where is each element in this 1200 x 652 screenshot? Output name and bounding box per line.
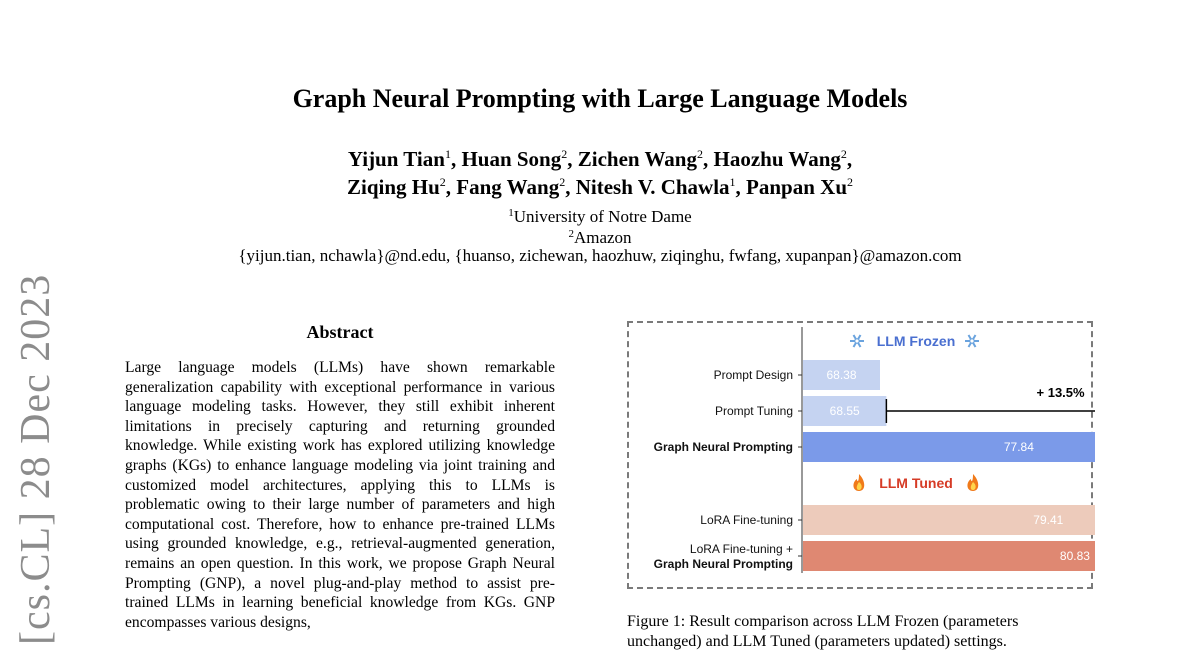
figure-1 [627, 321, 1093, 589]
arxiv-stamp: [cs.CL] 28 Dec 2023 [13, 273, 59, 645]
author-line-1: Yijun Tian$^1$, Huan Song$^2$, Zichen Wang$^2$, Haozhu Wang$^2$, [347, 147, 853, 171]
author-line-2: Ziqing Hu$^2$, Fang Wang$^2$, Nitesh V. Chawla$^1$, Panpan Xu$^2$ [346, 175, 854, 199]
snowflake-icon [850, 335, 864, 347]
chart-group-label: LLM Frozen [876, 333, 956, 349]
chart-data-label: 77.84 [1003, 440, 1034, 454]
author-affiliation-mark: 1 [444, 147, 451, 161]
fire-icon [967, 474, 978, 491]
author-affiliation-mark: 2 [847, 175, 854, 189]
result-comparison-chart [629, 323, 1095, 591]
author-name: Zichen Wang [577, 147, 697, 171]
chart-category-label: Graph Neural Prompting [653, 440, 793, 454]
affiliation-number: 2 [568, 228, 574, 240]
affiliation-text: University of Notre Dame [513, 207, 692, 226]
author-emails: {yijun.tian, nchawla}@nd.edu, {huanso, zichewan, haozhuw, ziqinghu, fwfang, xupanpan}@amazon.com [238, 246, 962, 265]
snowflake-icon [965, 335, 979, 347]
author-name: Ziqing Hu [346, 175, 440, 199]
author-name: Yijun Tian [347, 147, 445, 171]
chart-category-label: Prompt Design [713, 368, 793, 382]
chart-data-label: 68.38 [826, 368, 857, 382]
paper-title: Graph Neural Prompting with Large Language Models [292, 84, 908, 113]
chart-data-label: 80.83 [1059, 549, 1090, 563]
affiliation-text: Amazon [573, 228, 632, 247]
chart-data-label: 68.55 [829, 404, 860, 418]
author-name: Haozhu Wang [713, 147, 841, 171]
chart-group-label: LLM Tuned [879, 475, 953, 491]
author-affiliation-mark: 2 [696, 147, 703, 161]
author-affiliation-mark: 2 [559, 175, 566, 189]
author-affiliation-mark: 2 [561, 147, 568, 161]
fire-icon [853, 474, 864, 491]
improvement-label: + 13.5% [1036, 385, 1085, 400]
author-affiliation-mark: 1 [729, 175, 736, 189]
chart-bar [803, 541, 1095, 571]
chart-category-label: Graph Neural Prompting [653, 557, 793, 571]
affiliation-number: 1 [508, 207, 514, 219]
figure-caption: Figure 1: Result comparison across LLM Frozen (parameters unchanged) and LLM Tuned (parameters updated) settings. [627, 613, 1019, 650]
author-name: Panpan Xu [746, 175, 848, 199]
abstract-text: Large language models (LLMs) have shown remarkable generalization capability with exceptional performance in various language modeling tasks. However, they still exhibit inherent limitations in precisely capturing and returning grounded knowledge. While existing work has explored utilizing knowledge graphs (KGs) to enhance language modeling via joint training and customized model architectures, applying this to LLMs is problematic owing to their large number of parameters and high computational cost. Therefore, how to enhance pre-trained LLMs using grounded knowledge, e.g., retrieval-augmented generation, remains an open question. In this work, we propose Graph Neural Prompting (GNP), a novel plug-and-play method to assist pre-trained LLMs in learning beneficial knowledge from KGs. GNP encompasses various designs, [125, 359, 555, 631]
author-name: Huan Song [461, 147, 562, 171]
author-affiliation-mark: 2 [840, 147, 847, 161]
chart-data-label: 79.41 [1033, 513, 1064, 527]
chart-bar [803, 432, 1095, 462]
chart-category-label: Prompt Tuning [714, 404, 793, 418]
author-affiliation-mark: 2 [439, 175, 446, 189]
author-name: Fang Wang [456, 175, 560, 199]
abstract-heading: Abstract [306, 322, 374, 342]
chart-category-label: LoRA Fine-tuning [700, 513, 793, 527]
chart-category-label: LoRA Fine-tuning + [689, 542, 793, 556]
author-name: Nitesh V. Chawla [575, 175, 730, 199]
